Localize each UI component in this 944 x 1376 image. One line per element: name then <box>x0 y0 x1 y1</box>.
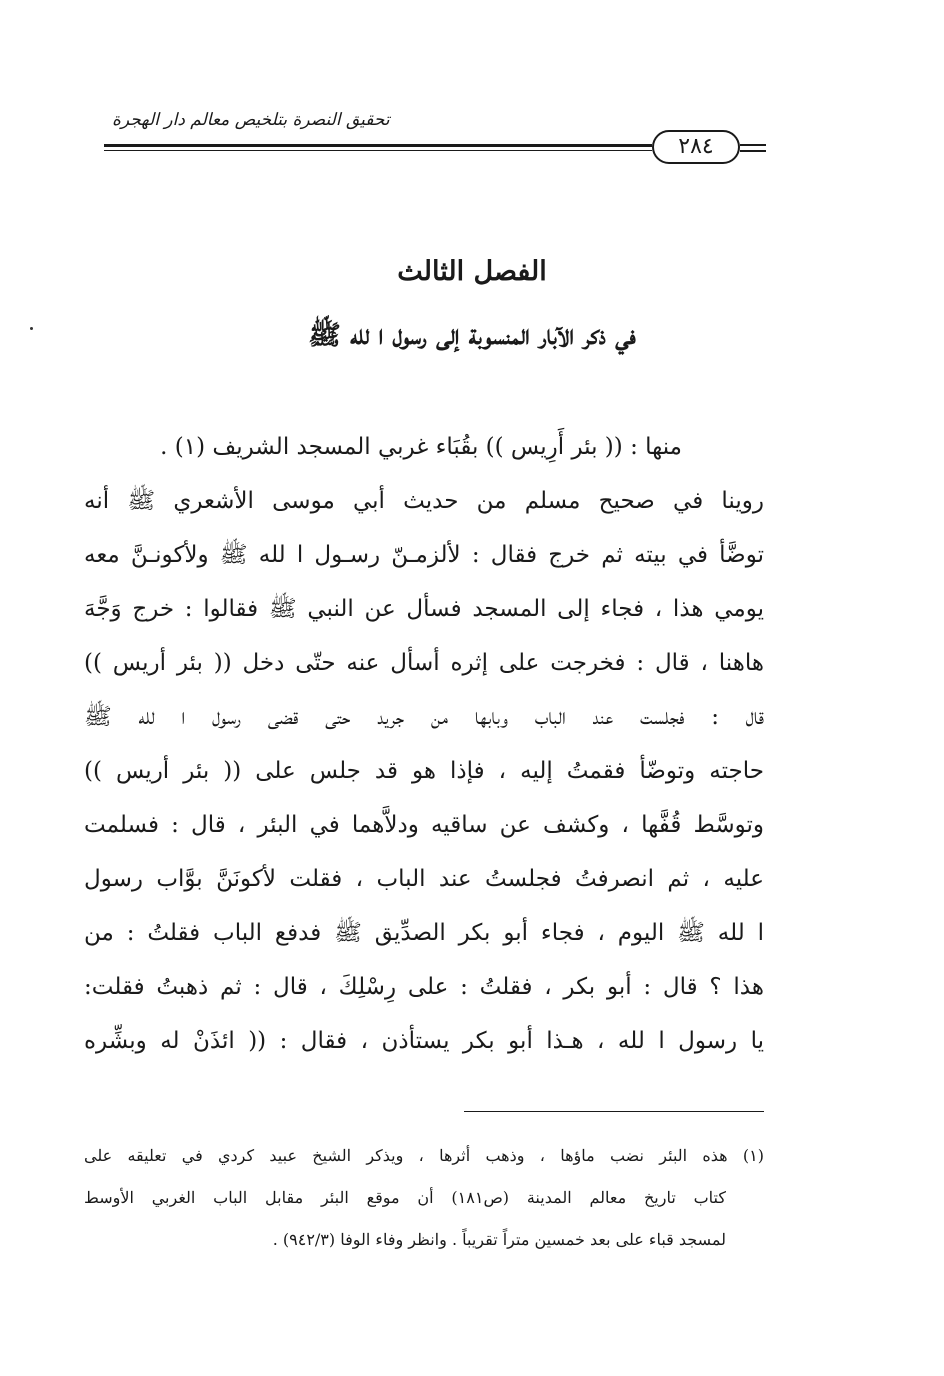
page-number: ٢٨٤ <box>652 130 740 164</box>
header-rule-thick <box>104 144 652 147</box>
footnote-line: كتاب تاريخ معالم المدينة (ص١٨١) أن موقع البئر مقابل الباب الغربي الأوسط <box>84 1188 726 1207</box>
page-number-tail-bottom <box>740 150 766 152</box>
body-line: عليه ، ثم انصرفتُ فجلستُ عند الباب ، فقلت لأكونَنَّ بوَّاب رسول <box>84 866 764 892</box>
body-line: يومي هذا ، فجاء إلى المسجد فسأل عن النبي ﷺ فقالوا : خرج وَجَّهَ <box>84 596 764 622</box>
body-line: منها : (( بئر أَرِيس )) بقُبَاء غربي المسجد الشريف (١) . <box>160 434 682 460</box>
body-text <box>84 420 764 1068</box>
footnote-line: لمسجد قباء على بعد خمسين متراً تقريباً . وانظر وفاء الوفا (٩٤٢/٣) . <box>272 1230 726 1249</box>
body-line: يا رسول ا لله ، هـذا أبو بكر يستأذن ، فقال : (( ائذَنْ له وبشِّره <box>84 1028 764 1054</box>
body-line: ا لله ﷺ اليوم ، فجاء أبو بكر الصدِّيق ﷺ فدفع الباب فقلتُ : من <box>84 920 764 946</box>
footnote-separator <box>464 1111 764 1112</box>
body-line: روينا في صحيح مسلم من حديث أبي موسى الأشعري ﷺ أنه <box>84 488 764 514</box>
page-number-tail-top <box>740 144 766 146</box>
footnotes <box>84 1140 764 1266</box>
body-line: هاهنا ، قال : فخرجت على إثره أسأل عنه حتّى دخل (( بئر أريس )) <box>84 650 764 676</box>
body-line: توضَّأ في بيته ثم خرج فقال : لألزمـنّ رسـول ا لله ﷺ ولأكونـنَّ معه <box>84 542 764 568</box>
stray-dot <box>30 327 33 330</box>
body-line: هذا ؟ قال : أبو بكر ، فقلتُ : على رِسْلِكَ ، قال : ثم ذهبتُ فقلت: <box>84 974 764 1000</box>
header-rule-thin <box>104 150 652 151</box>
body-line: حاجته وتوضّأ فقمتُ إليه ، فإذا هو قد جلس على (( بئر أريس )) <box>84 758 764 784</box>
chapter-title: الفصل الثالث <box>397 256 547 287</box>
running-title: تحقيق النصرة بتلخيص معالم دار الهجرة <box>112 110 390 130</box>
footnote-line: (١) هذه البئر نضب ماؤها ، وذهب أثرها ، ويذكر الشيخ عبيد كردي في تعليقه على <box>84 1146 764 1165</box>
body-line: قال : فجلست عند الباب وبابها من جريد حتى قضى رسول ا لله ﷺ <box>84 704 764 730</box>
page-header <box>104 100 764 160</box>
body-line: وتوسَّط قُفَّها ، وكشف عن ساقيه ودلاَّهما في البئر ، قال : فسلمت <box>84 812 764 838</box>
chapter-subtitle: في ذكر الآبار المنسوبة إلى رسول ا لله ﷺ <box>308 320 636 351</box>
